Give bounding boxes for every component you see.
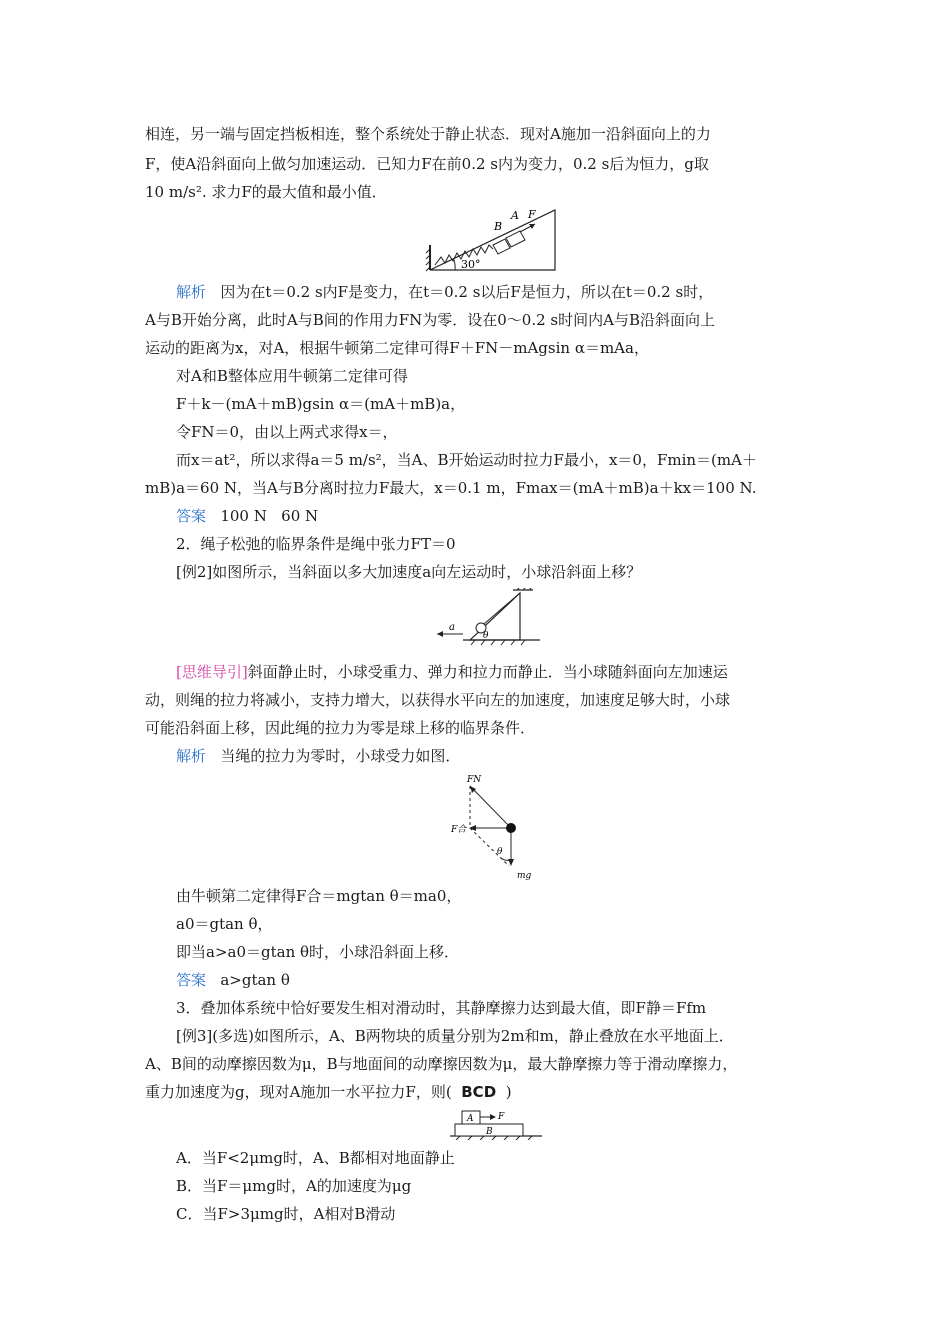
- block-b-label: B: [486, 1127, 493, 1137]
- close-paren: ): [505, 1083, 512, 1101]
- mg-label: mg: [517, 871, 532, 881]
- answer-text: 100 N 60 N: [220, 507, 319, 525]
- theta-label: θ: [483, 631, 489, 641]
- paragraph-line: 即当a>a0＝gtan θ时，小球沿斜面上移．: [176, 943, 460, 961]
- section-heading: 3．叠加体系统中恰好要发生相对滑动时，其静摩擦力达到最大值，即F静＝Ffm: [176, 999, 707, 1017]
- paragraph-line: 运动的距离为x，对A，根据牛顿第二定律可得F＋FN－mAgsin α＝mAa，: [145, 339, 649, 357]
- paragraph-line: 可能沿斜面上移，因此绳的拉力为零是球上移的临界条件．: [145, 719, 536, 737]
- option-a: A．当F<2μmg时，A、B都相对地面静止: [176, 1149, 455, 1167]
- paragraph-line: mB)a＝60 N，当A与B分离时拉力F最大，x＝0.1 m，Fmax＝(mA＋mB)a＋kx＝100 N.: [145, 479, 757, 497]
- option-b: B．当F＝μmg时，A的加速度为μg: [176, 1177, 412, 1195]
- stacked-blocks-figure: [450, 1106, 542, 1140]
- example-line: [例2]如图所示，当斜面以多大加速度a向左运动时，小球沿斜面上移？: [176, 563, 642, 581]
- answer-choice: BCD: [461, 1083, 497, 1101]
- block-a-label: A: [511, 209, 519, 222]
- angle-label: 30°: [461, 258, 481, 271]
- hint-line: [176, 662, 826, 682]
- fn-label: FN: [467, 775, 482, 785]
- equation-line: F＋k－(mA＋mB)gsin α＝(mA＋mB)a，: [176, 395, 466, 413]
- block-b-label: B: [494, 220, 503, 233]
- paragraph-line: 对A和B整体应用牛顿第二定律可得: [176, 367, 408, 385]
- paragraph-line: F，使A沿斜面向上做匀加速运动．已知力F在前0.2 s内为变力，0.2 s后为恒力，g取: [145, 155, 709, 173]
- paragraph-line: 令FN＝0，由以上两式求得x＝，: [176, 423, 398, 441]
- answer-line: [176, 970, 826, 990]
- force-diagram-figure: [445, 770, 545, 882]
- section-heading: 2．绳子松弛的临界条件是绳中张力FT＝0: [176, 535, 456, 553]
- siwei-label: [思维导引]: [176, 663, 248, 681]
- force-f-label: F: [498, 1112, 505, 1122]
- option-c: C．当F>3μmg时，A相对B滑动: [176, 1205, 396, 1223]
- force-f-label: F: [528, 208, 536, 221]
- paragraph-line: 而x＝at²，所以求得a＝5 m/s²，当A、B开始运动时拉力F最小，x＝0，Fmin＝(mA＋: [176, 451, 757, 469]
- incline-spring-figure: [425, 205, 560, 275]
- jiexi-label: 解析: [176, 283, 207, 301]
- accel-a-label: a: [449, 622, 455, 633]
- jiexi-label: 解析: [176, 747, 207, 765]
- answer-text: a>gtan θ: [220, 971, 290, 989]
- paragraph-line: A、B间的动摩擦因数为μ，B与地面间的动摩擦因数为μ，最大静摩擦力等于滑动摩擦力，: [145, 1055, 738, 1073]
- answer-line: [176, 506, 826, 526]
- solution-text: 因为在t＝0.2 s内F是变力，在t＝0.2 s以后F是恒力，所以在t＝0.2 s时，: [220, 283, 714, 301]
- question-line: [145, 1082, 825, 1102]
- daan-label: 答案: [176, 507, 207, 525]
- solution-line: [176, 746, 826, 766]
- hint-text: 斜面静止时，小球受重力、弹力和拉力而静止．当小球随斜面向左加速运: [247, 663, 728, 681]
- paragraph-line: A与B开始分离，此时A与B间的作用力FN为零．设在0～0.2 s时间内A与B沿斜面向上: [145, 311, 715, 329]
- ball-incline-figure: [435, 588, 540, 648]
- equation-line: a0＝gtan θ，: [176, 915, 273, 933]
- example-line: [例3](多选)如图所示，A、B两物块的质量分别为2m和m，静止叠放在水平地面上．: [176, 1027, 734, 1045]
- daan-label: 答案: [176, 971, 207, 989]
- paragraph-line: 相连，另一端与固定挡板相连，整个系统处于静止状态．现对A施加一沿斜面向上的力: [145, 125, 711, 143]
- solution-line: [176, 282, 826, 302]
- solution-text: 当绳的拉力为零时，小球受力如图．: [220, 747, 461, 765]
- paragraph-line: 由牛顿第二定律得F合＝mgtan θ＝ma0，: [176, 887, 462, 905]
- theta-label: θ: [497, 847, 503, 857]
- paragraph-line: 动，则绳的拉力将减小，支持力增大，以获得水平向左的加速度，加速度足够大时，小球: [145, 691, 731, 709]
- paragraph-line: 10 m/s². 求力F的最大值和最小值．: [145, 183, 387, 201]
- question-text: 重力加速度为g，现对A施加一水平拉力F，则(: [145, 1083, 452, 1101]
- fhe-label: F合: [451, 825, 467, 835]
- block-a-label: A: [467, 1114, 474, 1124]
